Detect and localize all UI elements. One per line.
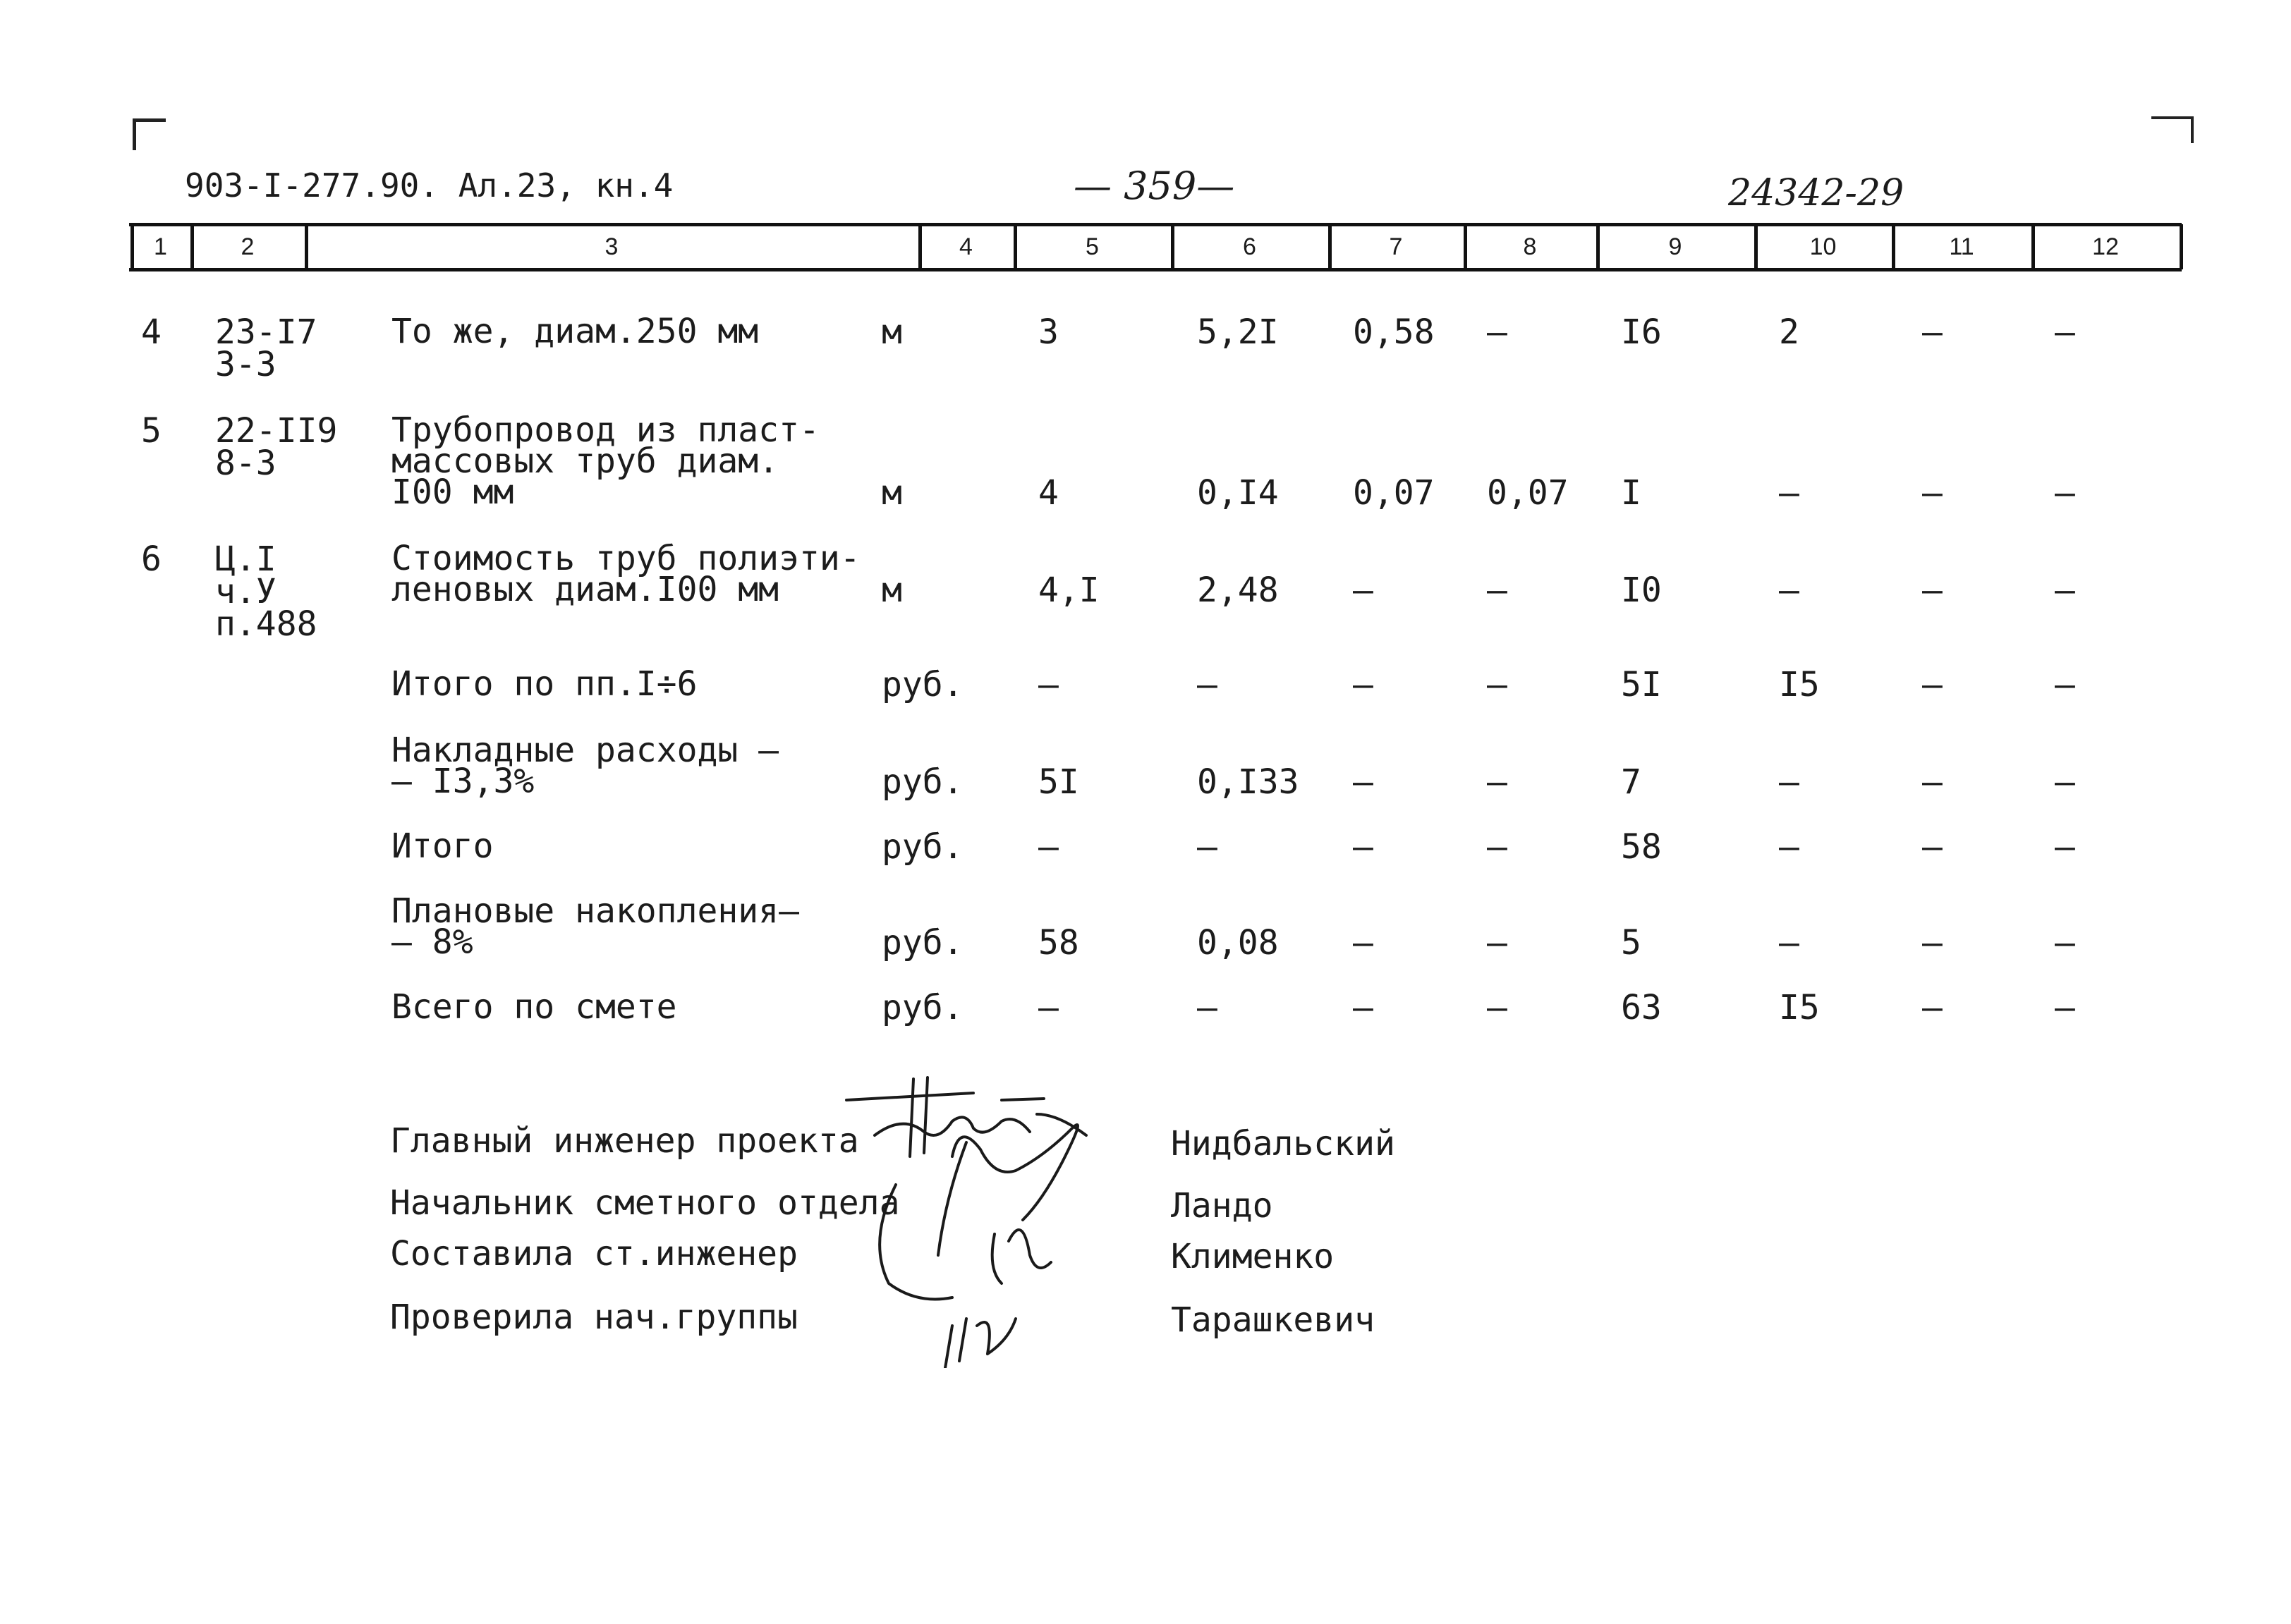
cell-name: Плановые накопления– – 8% <box>391 891 799 962</box>
cell-c6: 5,2I <box>1197 312 1279 352</box>
cell-c12: – <box>2055 312 2075 352</box>
cell-c7: – <box>1353 570 1373 610</box>
cell-c11: – <box>1922 312 1943 352</box>
cell-c9: 5I <box>1621 665 1662 704</box>
cell-c8: – <box>1487 665 1507 704</box>
cell-c12: – <box>2055 665 2075 704</box>
cell-c5: – <box>1038 827 1059 867</box>
cell-unit: м <box>882 312 902 352</box>
column-number-1: 1 <box>154 233 167 260</box>
cell-c5: 4 <box>1038 473 1059 513</box>
cell-c6: – <box>1197 665 1217 704</box>
cell-c5: 3 <box>1038 312 1059 352</box>
signature-role: Начальник сметного отдела <box>390 1183 900 1223</box>
cell-c8: – <box>1487 923 1507 963</box>
cell-c12: – <box>2055 923 2075 963</box>
cell-c11: – <box>1922 988 1943 1027</box>
cell-n: 6 <box>141 539 162 579</box>
cell-c10: – <box>1779 473 1799 513</box>
signature-role: Составила ст.инженер <box>390 1234 798 1274</box>
cell-c9: 5 <box>1621 923 1641 963</box>
cell-n: 5 <box>141 411 162 451</box>
cell-c9: 7 <box>1621 762 1641 802</box>
cell-c6: 0,I33 <box>1197 762 1299 802</box>
cell-name: Итого <box>391 826 494 866</box>
cell-unit: м <box>882 473 902 513</box>
corner-mark-top-left <box>133 118 166 150</box>
cell-c10: I5 <box>1779 988 1820 1027</box>
cell-unit: руб. <box>882 762 964 802</box>
cell-c7: 0,58 <box>1353 312 1435 352</box>
cell-name: Накладные расходы – – I3,3% <box>391 731 779 801</box>
cell-c6: 2,48 <box>1197 570 1279 610</box>
cell-name: Трубопровод из пласт- массовых труб диам. I00 мм <box>391 410 820 512</box>
cell-c11: – <box>1922 473 1943 513</box>
cell-c8: – <box>1487 827 1507 867</box>
cell-c7: – <box>1353 827 1373 867</box>
cell-c11: – <box>1922 923 1943 963</box>
column-number-2: 2 <box>241 233 255 260</box>
cell-c11: – <box>1922 827 1943 867</box>
cell-code: 23-I7 3-3 <box>215 312 317 384</box>
cell-c5: – <box>1038 988 1059 1027</box>
cell-n: 4 <box>141 312 162 352</box>
cell-c7: 0,07 <box>1353 473 1435 513</box>
cell-c9: I <box>1621 473 1641 513</box>
column-separator <box>2180 224 2183 269</box>
column-number-11: 11 <box>1949 233 1974 260</box>
cell-c8: – <box>1487 762 1507 802</box>
cell-unit: руб. <box>882 827 964 867</box>
cell-c11: – <box>1922 570 1943 610</box>
cell-c11: – <box>1922 762 1943 802</box>
cell-c10: – <box>1779 923 1799 963</box>
column-number-7: 7 <box>1389 233 1403 260</box>
cell-code: Ц.I ч.У п.488 <box>215 539 317 644</box>
page-number: — 359— <box>1074 164 1235 208</box>
signature-role: Проверила нач.группы <box>390 1298 798 1337</box>
cell-c10: I5 <box>1779 665 1820 704</box>
column-number-8: 8 <box>1523 233 1537 260</box>
cell-c6: 0,I4 <box>1197 473 1279 513</box>
inventory-number: 24342-29 <box>1728 172 1904 214</box>
cell-unit: руб. <box>882 665 964 704</box>
cell-c6: 0,08 <box>1197 923 1279 963</box>
cell-c9: 63 <box>1621 988 1662 1027</box>
cell-c8: – <box>1487 570 1507 610</box>
handwritten-signatures <box>832 1072 1199 1368</box>
column-number-10: 10 <box>1809 233 1837 260</box>
cell-c7: – <box>1353 665 1373 704</box>
column-number-9: 9 <box>1668 233 1682 260</box>
cell-c10: – <box>1779 570 1799 610</box>
cell-c6: – <box>1197 988 1217 1027</box>
cell-c9: I6 <box>1621 312 1662 352</box>
column-number-5: 5 <box>1086 233 1099 260</box>
cell-c12: – <box>2055 473 2075 513</box>
cell-unit: руб. <box>882 923 964 963</box>
cell-unit: руб. <box>882 988 964 1027</box>
cell-c10: – <box>1779 827 1799 867</box>
cell-c5: 58 <box>1038 923 1079 963</box>
cell-code: 22-II9 8-3 <box>215 411 338 483</box>
cell-c8: – <box>1487 312 1507 352</box>
cell-c9: 58 <box>1621 827 1662 867</box>
signature-name: Ландо <box>1171 1186 1273 1226</box>
cell-name: Стоимость труб полиэти- леновых диам.I00 мм <box>391 539 861 609</box>
cell-c10: 2 <box>1779 312 1799 352</box>
cell-c5: 4,I <box>1038 570 1100 610</box>
column-number-6: 6 <box>1243 233 1256 260</box>
cell-c8: – <box>1487 988 1507 1027</box>
cell-name: Всего по смете <box>391 987 677 1027</box>
signature-name: Тарашкевич <box>1171 1300 1375 1340</box>
signature-name: Нидбальский <box>1171 1124 1395 1164</box>
cell-c7: – <box>1353 988 1373 1027</box>
cell-c8: 0,07 <box>1487 473 1569 513</box>
corner-mark-top-right <box>2151 116 2194 143</box>
cell-c12: – <box>2055 988 2075 1027</box>
cell-c7: – <box>1353 923 1373 963</box>
cell-c9: I0 <box>1621 570 1662 610</box>
cell-c12: – <box>2055 570 2075 610</box>
cell-c10: – <box>1779 762 1799 802</box>
cell-unit: м <box>882 570 902 610</box>
column-number-4: 4 <box>959 233 973 260</box>
document-code: 903-I-277.90. Ал.23, кн.4 <box>185 166 674 204</box>
cell-name: Итого по пп.I÷6 <box>391 664 698 704</box>
cell-c7: – <box>1353 762 1373 802</box>
cell-c5: 5I <box>1038 762 1079 802</box>
cell-c5: – <box>1038 665 1059 704</box>
cell-name: То же, диам.250 мм <box>391 312 759 351</box>
signature-name: Клименко <box>1171 1237 1335 1276</box>
column-number-3: 3 <box>604 233 619 260</box>
cell-c11: – <box>1922 665 1943 704</box>
signature-role: Главный инженер проекта <box>390 1121 859 1161</box>
cell-c12: – <box>2055 827 2075 867</box>
column-number-12: 12 <box>2092 233 2119 260</box>
cell-c12: – <box>2055 762 2075 802</box>
cell-c6: – <box>1197 827 1217 867</box>
